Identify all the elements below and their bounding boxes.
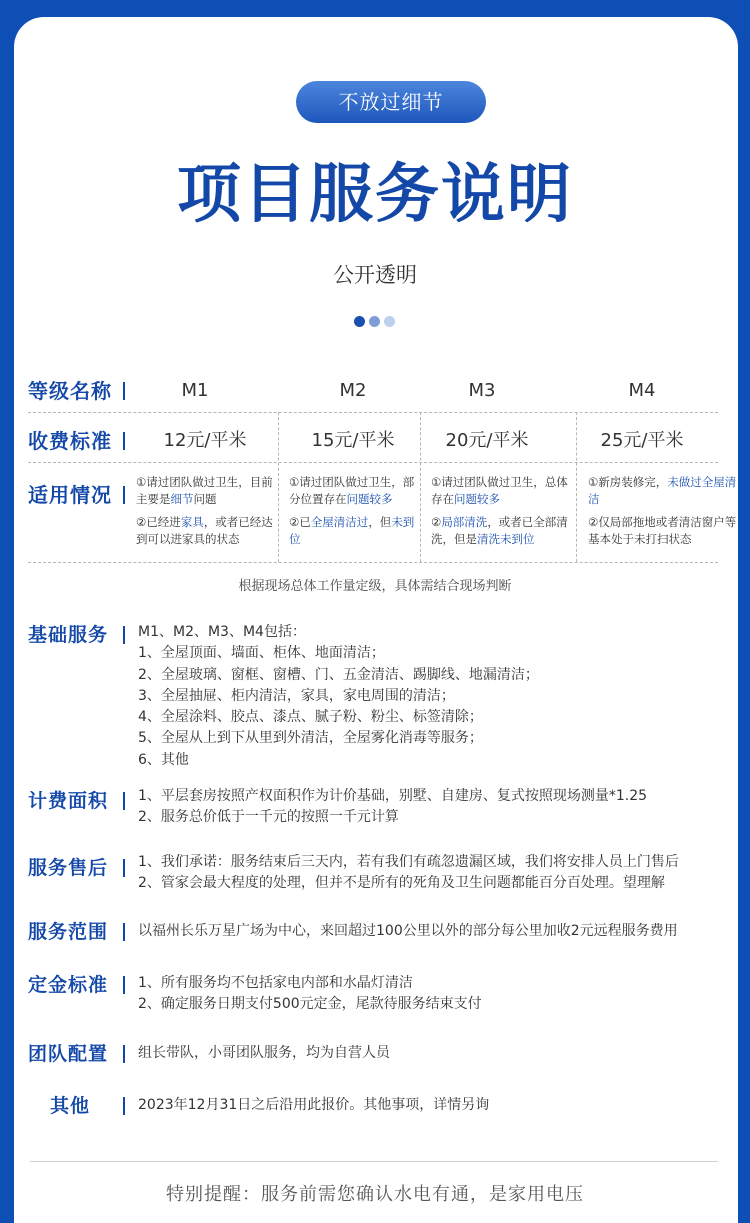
- scope-text: 问题: [193, 492, 217, 506]
- divider-bar: [123, 1045, 125, 1063]
- table-divider: [28, 462, 718, 463]
- grade-m4: M4: [628, 380, 656, 401]
- scope-highlight: 家具: [180, 515, 204, 529]
- basic-service-label: 基础服务: [28, 624, 109, 646]
- scope-text: ，或者已全部清洗，但是: [431, 515, 568, 546]
- scope-text: ，但: [368, 515, 392, 529]
- scope-text: ①请过团队做过卫生，部分位置存在: [289, 475, 415, 506]
- scope-text: ①请过团队做过卫生，总体存在: [431, 475, 568, 506]
- fee-m3: 20元/平米: [445, 430, 529, 451]
- other-text: 2023年12月31日之后沿用此报价。其他事项，详情另询: [138, 1097, 490, 1113]
- after-sales-text: 1、我们承诺：服务结束后三天内，若有我们有疏忽遗漏区域，我们将安排人员上门售后 2、管家会最大程度的处理，但并不是所有的死角及卫生问题都能百分百处理。望理解: [138, 854, 679, 892]
- page-subtitle: 公开透明: [333, 263, 417, 287]
- dot-icon: [384, 316, 395, 327]
- scope-highlight: 问题较多: [346, 492, 393, 506]
- page-title: 项目服务说明: [177, 158, 573, 232]
- grade-m3: M3: [468, 380, 496, 401]
- scope-text: ①请过团队做过卫生，目前主要是: [136, 475, 273, 506]
- divider-bar: [123, 792, 125, 810]
- divider-bar: [123, 432, 125, 450]
- scope-highlight: 未到位: [289, 515, 415, 546]
- scope-m1: [136, 474, 274, 548]
- divider-bar: [123, 923, 125, 941]
- column-divider: [278, 412, 279, 562]
- footer-reminder: 特别提醒：服务前需您确认水电有通，是家用电压: [166, 1184, 584, 1205]
- grade-m2: M2: [339, 380, 367, 401]
- scope-highlight: 清洗未到位: [477, 532, 535, 546]
- billing-area-text: 1、平层套房按照产权面积作为计价基础，别墅、自建房、复式按照现场测量*1.25 2、服务总价低于一千元的按照一千元计算: [138, 788, 648, 826]
- scope-text: ②仅局部拖地或者清洁窗户等基本处于未打扫状态: [588, 515, 737, 546]
- dot-icon: [354, 316, 365, 327]
- footer-divider: [30, 1161, 718, 1162]
- scope-text: ①新房装修完，: [588, 475, 668, 489]
- other-label: 其他: [50, 1095, 91, 1117]
- scope-m2: [289, 474, 419, 548]
- scope-highlight: 局部清洗: [441, 515, 488, 529]
- scope-highlight: 细节: [170, 492, 194, 506]
- table-note: 根据现场总体工作量定级，具体需结合现场判断: [238, 579, 512, 594]
- column-divider: [576, 412, 577, 562]
- service-range-label: 服务范围: [28, 921, 109, 943]
- scope-text: ②已: [289, 515, 311, 529]
- column-divider: [420, 412, 421, 562]
- after-sales-label: 服务售后: [28, 857, 109, 879]
- fee-m2: 15元/平米: [311, 430, 395, 451]
- divider-bar: [123, 859, 125, 877]
- deposit-label: 定金标准: [28, 974, 109, 996]
- table-divider: [28, 412, 718, 413]
- fee-m4: 25元/平米: [600, 430, 684, 451]
- scope-label: 适用情况: [28, 483, 112, 507]
- deposit-text: 1、所有服务均不包括家电内部和水晶灯清洁 2、确定服务日期支付500元定金，尾款待服务结束支付: [138, 975, 482, 1013]
- scope-highlight: 未做过全屋清洁: [588, 475, 737, 506]
- divider-bar: [123, 626, 125, 644]
- grade-label: 等级名称: [28, 379, 112, 403]
- dot-icon: [369, 316, 380, 327]
- divider-bar: [123, 976, 125, 994]
- scope-highlight: 全屋清洁过: [310, 515, 369, 529]
- basic-service-text: M1、M2、M3、M4包括： 1、全屋顶面、墙面、柜体、地面清洁； 2、全屋玻璃、窗框、窗槽、门、五金清洁、踢脚线、地漏清洁； 3、全屋抽屉、柜内清洁，家具，家电周围的清洁； 4、全屋涂料、胶点、漆点、腻子粉、粉尘、标签清除； 5、全屋从上到下从里到外清洁，全屋雾化消毒等服务； 6、其他: [138, 624, 539, 768]
- fee-label: 收费标准: [28, 429, 112, 453]
- fee-m1: 12元/平米: [163, 430, 247, 451]
- team-text: 组长带队，小哥团队服务，均为自营人员: [138, 1045, 390, 1061]
- service-range-text: 以福州长乐万星广场为中心，来回超过100公里以外的部分每公里加收2元远程服务费用: [138, 923, 678, 939]
- scope-m3: [431, 474, 571, 548]
- billing-area-label: 计费面积: [28, 790, 109, 812]
- scope-text: ，或者已经达到可以进家具的状态: [136, 515, 273, 546]
- scope-text: ②已经进: [136, 515, 181, 529]
- scope-text: ②: [431, 515, 442, 529]
- divider-bar: [123, 382, 125, 400]
- team-label: 团队配置: [28, 1043, 109, 1065]
- scope-m4: [588, 474, 738, 548]
- table-divider: [28, 562, 718, 563]
- badge: 不放过细节: [296, 81, 486, 123]
- divider-bar: [123, 486, 125, 504]
- divider-bar: [123, 1097, 125, 1115]
- scope-highlight: 问题较多: [454, 492, 500, 506]
- grade-m1: M1: [181, 380, 209, 401]
